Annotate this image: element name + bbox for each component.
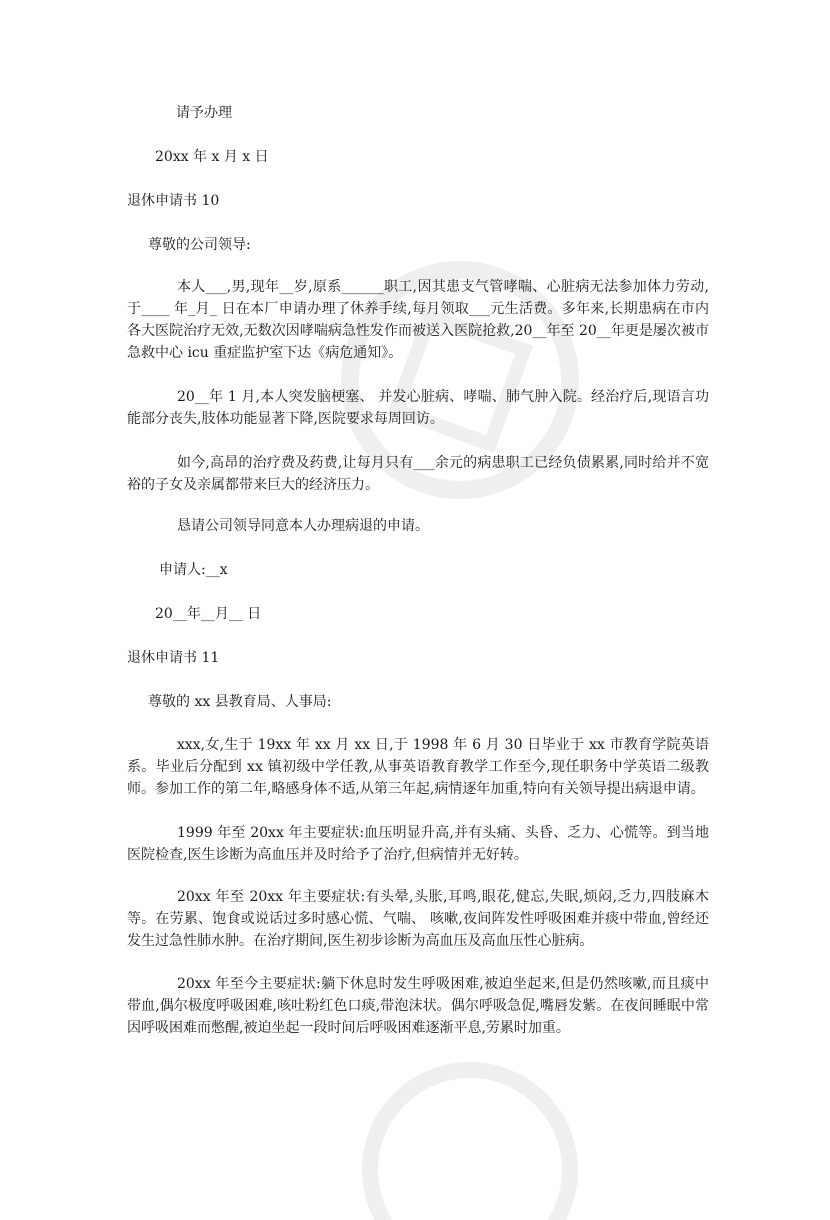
date-line: 20xx 年 x 月 x 日 — [155, 149, 269, 165]
paragraph-text: 20xx 年至 20xx 年主要症状:有头晕,头胀,耳鸣,眼花,健忘,失眠,烦闷,乏力,四肢麻木等。在劳累、饱食或说话过多时感心慌、气喘、 咳嗽,夜间阵发性呼吸困难并痰中带血,曾经还发生过急性肺水肿。在治疗期间,医生初步诊断为高血压及高血压性心脏病。 — [127, 889, 709, 949]
date-line: 20__年__月__ 日 — [155, 606, 262, 622]
section-heading: 退休申请书 11 — [127, 650, 220, 666]
paragraph-text: 如今,高昂的治疗费及药费,让每月只有___余元的病患职工已经负债累累,同时给并不宽裕的子女及亲属都带来巨大的经济压力。 — [127, 455, 709, 493]
paragraph-text: 本人___,男,现年__岁,原系______职工,因其患支气管哮喘、心脏病无法参加体力劳动,于____ 年_月_ 日在本厂申请办理了休养手续,每月领取___元生活费。多年来,长期患病在市内各大医院治疗无效,无数次因哮喘病急性发作而被送入医院抢救,20__年至 20__年更是屡次被市急救中心 icu 重症监护室下达《病危通知》。 — [127, 279, 709, 361]
section-heading: 退休申请书 10 — [127, 193, 220, 209]
paragraph-text: xxx,女,生于 19xx 年 xx 月 xx 日,于 1998 年 6 月 30 日毕业于 xx 市教育学院英语系。毕业后分配到 xx 镇初级中学任教,从事英语教育教学工作至今,现任职务中学英语二级教师。参加工作的第二年,略感身体不适,从第三年起,病情逐年加重,特向有关领导提出病退申请。 — [127, 737, 709, 797]
paragraph — [127, 973, 709, 1039]
paragraph — [127, 386, 709, 430]
salutation: 尊敬的公司领导: — [148, 237, 251, 253]
paragraph — [127, 452, 709, 496]
paragraph — [127, 734, 709, 800]
paragraph-text: 20__年 1 月,本人突发脑梗塞、 并发心脏病、哮喘、肺气肿入院。经治疗后,现语言功能部分丧失,肢体功能显著下降,医院要求每周回访。 — [127, 389, 709, 427]
paragraph — [127, 886, 709, 952]
watermark-seal-icon — [350, 1020, 590, 1220]
paragraph — [127, 276, 709, 364]
paragraph-text: 1999 年至 20xx 年主要症状:血压明显升高,并有头痛、头昏、乏力、心慌等。到当地医院检查,医生诊断为高血压并及时给予了治疗,但病情并无好转。 — [127, 825, 709, 863]
salutation: 尊敬的 xx 县教育局、人事局: — [148, 694, 332, 710]
applicant-line: 申请人:__x — [159, 562, 228, 578]
paragraph — [127, 822, 709, 866]
closing-line: 请予办理 — [176, 105, 232, 121]
paragraph-text: 20xx 年至今主要症状:躺下休息时发生呼吸困难,被迫坐起来,但是仍然咳嗽,而且痰中带血,偶尔极度呼吸困难,咳吐粉红色口痰,带泡沫状。偶尔呼吸急促,嘴唇发紫。在夜间睡眠中常因呼吸困难而憋醒,被迫坐起一段时间后呼吸困难逐渐平息,劳累时加重。 — [127, 976, 709, 1036]
request-line: 恳请公司领导同意本人办理病退的申请。 — [177, 518, 429, 534]
